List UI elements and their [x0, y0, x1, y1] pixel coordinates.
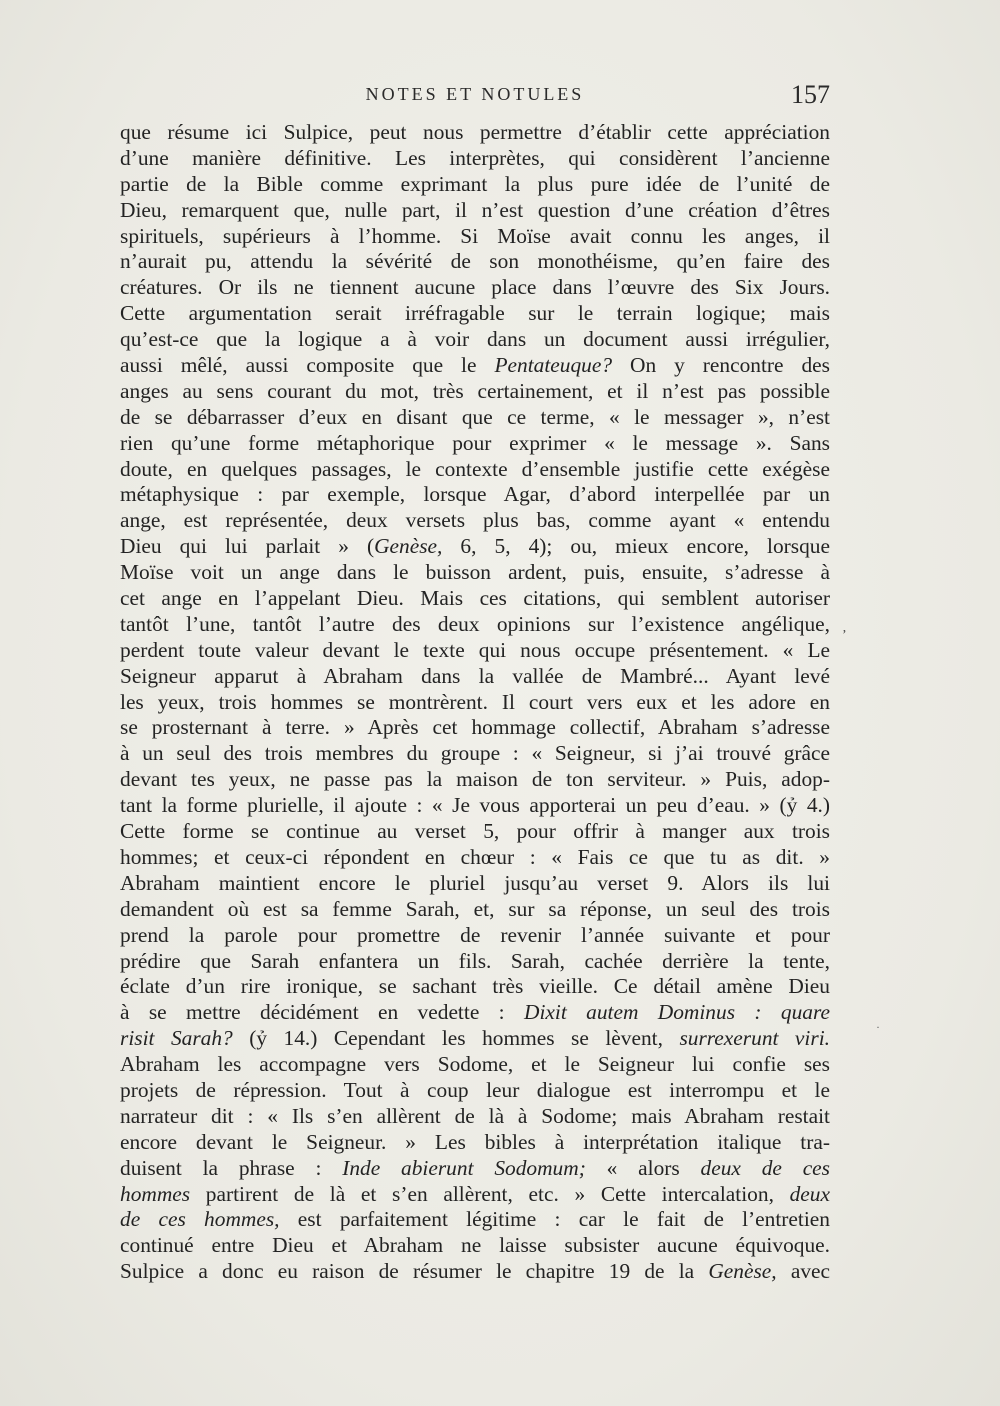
text-line: [120, 1259, 830, 1285]
text-line: [120, 379, 830, 405]
text-segment: Moïse voit un ange dans le buisson ardent, puis, ensuite, s’adresse à: [120, 560, 830, 585]
text-segment: métaphysique : par exemple, lorsque Agar, d’abord interpellée par un: [120, 482, 830, 507]
page-number: 157: [791, 80, 830, 109]
text-segment: demandent où est sa femme Sarah, et, sur sa réponse, un seul des trois: [120, 896, 830, 921]
text-line: [120, 482, 830, 508]
text-segment: se prosternant à terre. » Après cet hommage collectif, Abraham s’adresse: [120, 715, 830, 740]
text-segment: Cette argumentation serait irréfragable sur le terrain logique; mais: [120, 301, 830, 326]
text-segment: « alors: [585, 1155, 701, 1180]
text-segment: à se mettre décidément en vedette :: [120, 1000, 524, 1025]
text-line: [120, 1207, 830, 1233]
text-line: [120, 275, 830, 301]
text-segment: éclate d’un rire ironique, se sachant très vieille. Ce détail amène Dieu: [120, 974, 830, 999]
margin-dot: ·: [876, 1020, 880, 1034]
text-segment: doute, en quelques passages, le contexte d’ensemble justifie cette exégèse: [120, 456, 830, 481]
text-segment: est parfaitement légitime : car le fait de l’entretien: [279, 1207, 830, 1232]
text-segment: encore devant le Seigneur. » Les bibles à interprétation italique tra-: [120, 1129, 830, 1154]
text-line: [120, 845, 830, 871]
text-segment: créatures. Or ils ne tiennent aucune place dans l’œuvre des Six Jours.: [120, 275, 830, 300]
italic-text: Genèse,: [708, 1259, 777, 1284]
text-segment: projets de répression. Tout à coup leur dialogue est interrompu et le: [120, 1077, 830, 1102]
text-segment: tant la forme plurielle, il ajoute : « Je vous apporterai un peu d’eau. » (ỷ 4.): [120, 793, 830, 818]
text-segment: duisent la phrase :: [120, 1155, 343, 1180]
text-segment: tantôt l’une, tantôt l’autre des deux opinions sur l’existence angélique,: [120, 611, 830, 636]
text-segment: Sulpice a donc eu raison de résumer le chapitre 19 de la: [120, 1259, 709, 1284]
text-line: [120, 534, 830, 560]
running-head: [120, 80, 830, 110]
italic-text: deux de ces: [700, 1155, 831, 1180]
text-line: [120, 690, 830, 716]
text-line: [120, 301, 830, 327]
text-segment: rien qu’une forme métaphorique pour exprimer « le message ». Sans: [120, 430, 830, 455]
margin-mark: ʼ: [842, 628, 847, 643]
italic-text: Pentateuque?: [494, 353, 613, 378]
italic-text: hommes: [120, 1181, 191, 1206]
italic-text: Dixit autem Dominus : quare: [524, 1000, 830, 1025]
text-line: [120, 793, 830, 819]
text-segment: aussi mêlé, aussi composite que le: [120, 353, 495, 378]
text-line: [120, 1233, 830, 1259]
text-segment: partie de la Bible comme exprimant la plus pure idée de l’unité de: [120, 171, 830, 196]
text-segment: anges au sens courant du mot, très certainement, et il n’est pas possible: [120, 378, 830, 403]
text-line: [120, 327, 830, 353]
italic-text: Inde abierunt Sodomum;: [342, 1155, 586, 1180]
text-segment: à un seul des trois membres du groupe : « Seigneur, si j’ai trouvé grâce: [120, 741, 830, 766]
text-segment: avec: [776, 1259, 831, 1284]
text-line: [120, 664, 830, 690]
text-line: [120, 1104, 830, 1130]
text-line: [120, 249, 830, 275]
text-segment: (ỷ 14.) Cependant les hommes se lèvent,: [232, 1026, 680, 1051]
text-line: [120, 1052, 830, 1078]
text-line: [120, 405, 830, 431]
text-line: [120, 198, 830, 224]
text-segment: que résume ici Sulpice, peut nous permettre d’établir cette appréciation: [120, 120, 830, 144]
text-line: [120, 949, 830, 975]
text-segment: 6, 5, 4); ou, mieux encore, lorsque: [442, 534, 830, 559]
text-line: [120, 457, 830, 483]
text-segment: spirituels, supérieurs à l’homme. Si Moïse avait connu les anges, il: [120, 223, 830, 248]
italic-text: Genèse,: [374, 534, 443, 559]
italic-text: de ces hommes,: [120, 1207, 280, 1232]
text-segment: prédire que Sarah enfantera un fils. Sarah, cachée derrière la tente,: [120, 948, 830, 973]
text-segment: qu’est-ce que la logique a à voir dans un document aussi irrégulier,: [120, 327, 830, 352]
text-segment: les yeux, trois hommes se montrèrent. Il court vers eux et les adore en: [120, 689, 830, 714]
text-line: [120, 560, 830, 586]
text-line: [120, 146, 830, 172]
text-segment: Abraham les accompagne vers Sodome, et le Seigneur lui confie ses: [120, 1052, 830, 1077]
text-line: [120, 172, 830, 198]
text-line: [120, 586, 830, 612]
text-segment: continué entre Dieu et Abraham ne laisse subsister aucune équivoque.: [120, 1233, 830, 1258]
text-line: [120, 923, 830, 949]
text-segment: perdent toute valeur devant le texte qui nous occupe présentement. « Le: [120, 637, 830, 662]
text-segment: Dieu qui lui parlait » (: [120, 534, 375, 559]
text-line: [120, 224, 830, 250]
text-line: [120, 1130, 830, 1156]
text-segment: Cette forme se continue au verset 5, pour offrir à manger aux trois: [120, 819, 830, 844]
text-line: [120, 120, 830, 146]
text-line: [120, 431, 830, 457]
text-segment: prend la parole pour promettre de revenir l’année suivante et pour: [120, 922, 830, 947]
text-line: [120, 508, 830, 534]
text-segment: hommes; et ceux-ci répondent en chœur : « Fais ce que tu as dit. »: [120, 844, 830, 869]
text-line: [120, 897, 830, 923]
italic-text: surrexerunt viri.: [679, 1026, 830, 1051]
text-segment: ange, est représentée, deux versets plus bas, comme ayant « entendu: [120, 508, 830, 533]
text-segment: Seigneur apparut à Abraham dans la vallée de Mambré... Ayant levé: [120, 663, 830, 688]
text-line: [120, 819, 830, 845]
italic-text: risit Sarah?: [120, 1026, 233, 1051]
text-line: [120, 1156, 830, 1182]
text-line: [120, 353, 830, 379]
text-segment: n’aurait pu, attendu la sévérité de son monothéisme, qu’en faire des: [120, 249, 830, 274]
text-line: [120, 1026, 830, 1052]
text-line: [120, 871, 830, 897]
text-segment: narrateur dit : « Ils s’en allèrent de là à Sodome; mais Abraham restait: [120, 1103, 830, 1128]
text-line: [120, 638, 830, 664]
italic-text: deux: [789, 1181, 830, 1206]
text-segment: On y rencontre des: [612, 353, 830, 378]
text-segment: d’une manière définitive. Les interprètes, qui considèrent l’ancienne: [120, 145, 830, 170]
text-segment: devant tes yeux, ne passe pas la maison de ton serviteur. » Puis, adop-: [120, 767, 830, 792]
text-segment: de se débarrasser d’eux en disant que ce terme, « le messager », n’est: [120, 404, 830, 429]
body-text: [120, 120, 830, 1285]
text-line: [120, 1000, 830, 1026]
text-segment: Abraham maintient encore le pluriel jusqu’au verset 9. Alors ils lui: [120, 870, 830, 895]
text-line: [120, 974, 830, 1000]
text-segment: Dieu, remarquent que, nulle part, il n’est question d’une création d’êtres: [120, 197, 830, 222]
text-line: [120, 715, 830, 741]
text-line: [120, 1182, 830, 1208]
running-title: NOTES ET NOTULES: [365, 84, 585, 104]
text-segment: partirent de là et s’en allèrent, etc. » Cette intercalation,: [190, 1181, 790, 1206]
text-line: [120, 612, 830, 638]
text-segment: cet ange en l’appelant Dieu. Mais ces citations, qui semblent autoriser: [120, 586, 830, 611]
text-line: [120, 741, 830, 767]
text-line: [120, 1078, 830, 1104]
text-line: [120, 767, 830, 793]
